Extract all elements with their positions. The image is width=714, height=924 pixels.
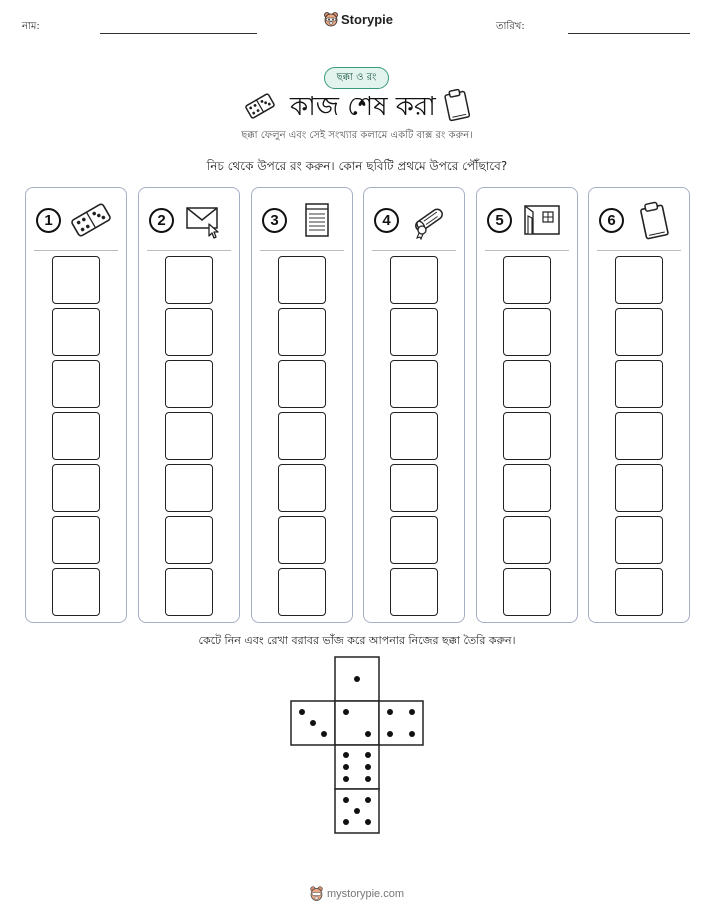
column-number: 4: [374, 208, 399, 233]
dice-face-6: [335, 745, 379, 789]
cut-instruction: কেটে নিন এবং রেখা বরাবর ভাঁজ করে আপনার নিজের ছক্কা তৈরি করুন।: [198, 634, 516, 647]
color-box[interactable]: [503, 256, 551, 304]
dice-face-4: [379, 701, 423, 745]
clipboard-icon: [442, 88, 472, 122]
color-box[interactable]: [52, 464, 100, 512]
storypie-logo: [324, 12, 393, 27]
color-box[interactable]: [278, 360, 326, 408]
color-box[interactable]: [165, 464, 213, 512]
mascot-icon: [324, 12, 338, 27]
column-divider: [485, 250, 569, 251]
color-box[interactable]: [165, 516, 213, 564]
date-line[interactable]: [568, 33, 690, 34]
color-box[interactable]: [503, 360, 551, 408]
color-box[interactable]: [390, 516, 438, 564]
column-divider: [372, 250, 456, 251]
certificate-scroll-icon: [408, 200, 450, 240]
color-box[interactable]: [278, 412, 326, 460]
column-divider: [597, 250, 681, 251]
page-title: কাজ শেষ করা: [290, 92, 436, 122]
name-label: নাম:: [22, 21, 40, 32]
color-box[interactable]: [390, 256, 438, 304]
color-box[interactable]: [615, 412, 663, 460]
color-box[interactable]: [165, 568, 213, 616]
color-box[interactable]: [390, 360, 438, 408]
email-icon: [183, 200, 225, 240]
color-box[interactable]: [615, 360, 663, 408]
color-box[interactable]: [615, 568, 663, 616]
column-6: [588, 187, 690, 623]
column-number: 3: [262, 208, 287, 233]
color-box[interactable]: [278, 516, 326, 564]
domino-icon: [244, 92, 276, 120]
color-box[interactable]: [615, 464, 663, 512]
color-box[interactable]: [52, 516, 100, 564]
mascot-icon: [310, 886, 323, 902]
domino-icon: [70, 200, 112, 240]
color-box[interactable]: [390, 568, 438, 616]
color-box[interactable]: [52, 412, 100, 460]
color-box[interactable]: [278, 568, 326, 616]
color-box[interactable]: [52, 568, 100, 616]
column-number: 2: [149, 208, 174, 233]
column-divider: [260, 250, 344, 251]
color-box[interactable]: [615, 308, 663, 356]
activity-tag: ছক্কা ও রং: [324, 67, 389, 89]
subtitle: ছক্কা ফেলুন এবং সেই সংখ্যার কলামে একটি বাক্স রং করুন।: [241, 130, 473, 141]
color-box[interactable]: [390, 464, 438, 512]
column-5: [476, 187, 578, 623]
color-box[interactable]: [52, 360, 100, 408]
color-box[interactable]: [165, 256, 213, 304]
color-box[interactable]: [52, 308, 100, 356]
column-divider: [147, 250, 231, 251]
column-2: [138, 187, 240, 623]
color-box[interactable]: [278, 308, 326, 356]
color-box[interactable]: [165, 308, 213, 356]
color-box[interactable]: [615, 516, 663, 564]
color-box[interactable]: [503, 308, 551, 356]
dice-net[interactable]: [290, 656, 424, 836]
column-1: [25, 187, 127, 623]
dice-face-2: [335, 701, 379, 745]
clipboard-icon: [633, 200, 675, 240]
footer: [310, 886, 404, 902]
instruction: নিচ থেকে উপরে রং করুন। কোন ছবিটি প্রথমে উপরে পৌঁছাবে?: [206, 159, 508, 173]
name-line[interactable]: [100, 33, 257, 34]
notepad-icon: [296, 200, 338, 240]
color-box[interactable]: [615, 256, 663, 304]
brand-name: Storypie: [341, 12, 394, 27]
column-number: 5: [487, 208, 512, 233]
color-box[interactable]: [390, 412, 438, 460]
footer-url[interactable]: mystorypie.com: [327, 888, 405, 900]
column-3: [251, 187, 353, 623]
color-box[interactable]: [390, 308, 438, 356]
color-box[interactable]: [165, 360, 213, 408]
color-box[interactable]: [165, 412, 213, 460]
column-4: [363, 187, 465, 623]
column-divider: [34, 250, 118, 251]
room-door-icon: [521, 200, 563, 240]
color-box[interactable]: [278, 256, 326, 304]
color-box[interactable]: [503, 568, 551, 616]
color-box[interactable]: [503, 464, 551, 512]
color-box[interactable]: [52, 256, 100, 304]
column-number: 1: [36, 208, 61, 233]
color-box[interactable]: [503, 516, 551, 564]
date-label: তারিখ:: [496, 21, 525, 32]
color-box[interactable]: [278, 464, 326, 512]
column-number: 6: [599, 208, 624, 233]
color-box[interactable]: [503, 412, 551, 460]
